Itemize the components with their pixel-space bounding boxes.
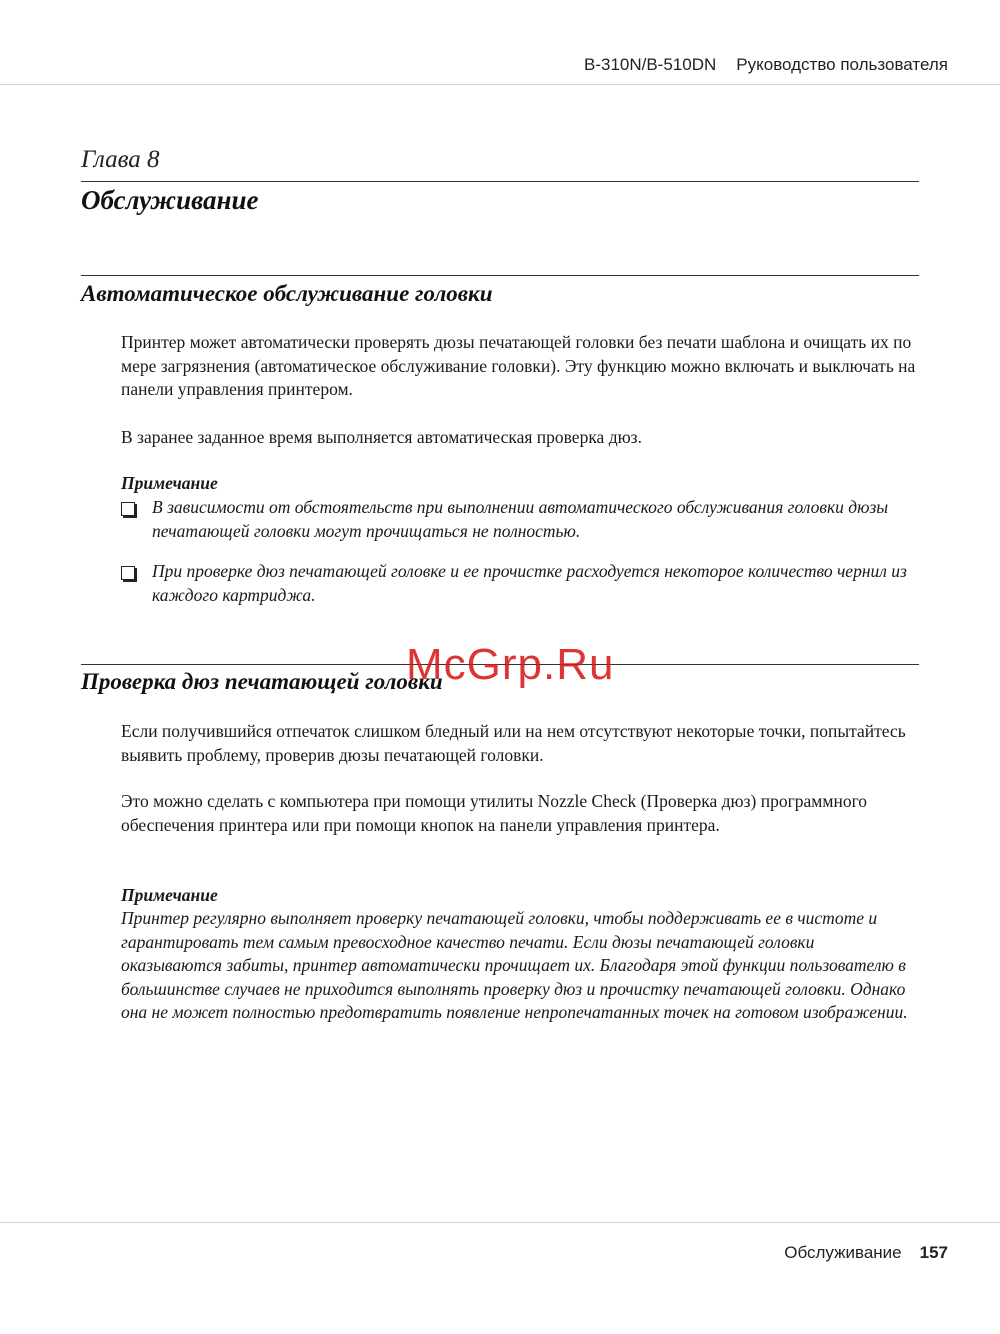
footer-section: Обслуживание: [784, 1243, 902, 1262]
chapter-title: Обслуживание: [81, 185, 259, 215]
section1-rule: [81, 275, 919, 276]
section1-paragraph-1: Принтер может автоматически проверять дюзы печатающей головки без печати шаблона и очищать их по мере загрязнения (автоматическое обслуживание головки). Эту функцию можно включать и выключать на панели управления принтером.: [121, 332, 916, 399]
header-model: B-310N/B-510DN: [583, 55, 717, 74]
chapter-label: Глава 8: [81, 146, 160, 173]
section1-note-label: Примечание: [121, 473, 218, 493]
section2-note-label: Примечание: [121, 885, 218, 905]
section1-title: Автоматическое обслуживание головки: [81, 281, 493, 306]
checkbox-bullet-icon: [121, 502, 135, 516]
page-footer: [0, 1222, 1000, 1223]
checkbox-bullet-icon: [121, 566, 135, 580]
section1-paragraph-2: В заранее заданное время выполняется автоматическая проверка дюз.: [121, 427, 642, 447]
page-number: 157: [919, 1243, 948, 1262]
header-text: [584, 55, 948, 75]
footer-text: [784, 1243, 948, 1263]
chapter-rule: [81, 181, 919, 182]
section2-paragraph-1: Если получившийся отпечаток слишком бледный или на нем отсутствуют некоторые точки, попытайтесь выявить проблему, проверив дюзы печатающей головки.: [121, 721, 906, 765]
section2-note-text: Принтер регулярно выполняет проверку печатающей головки, чтобы поддерживать ее в чистоте и гарантировать тем самым превосходное качество печати. Если дюзы печатающей головки оказываются забиты, принтер автоматически прочищает их. Благодаря этой функции пользователю в большинстве случаев не приходится выполнять проверку дюз и прочистку печатающей головки. Однако она не может полностью предотвратить появление непропечатанных точек на готовом изображении.: [121, 908, 908, 1022]
watermark: McGrp.Ru: [406, 640, 615, 689]
section2-paragraph-2: Это можно сделать с компьютера при помощи утилиты Nozzle Check (Проверка дюз) программного обеспечения принтера или при помощи кнопок на панели управления принтера.: [121, 791, 868, 835]
header-manual-title: Руководство пользователя: [736, 55, 948, 74]
section2-title: Проверка дюз печатающей головки: [81, 669, 443, 694]
section1-note-item-2: При проверке дюз печатающей головке и ее прочистке расходуется некоторое количество чернил из каждого картриджа.: [152, 561, 907, 605]
section1-note-item-1: В зависимости от обстоятельств при выполнении автоматического обслуживания головки дюзы печатающей головки могут прочищаться не полностью.: [152, 497, 889, 541]
